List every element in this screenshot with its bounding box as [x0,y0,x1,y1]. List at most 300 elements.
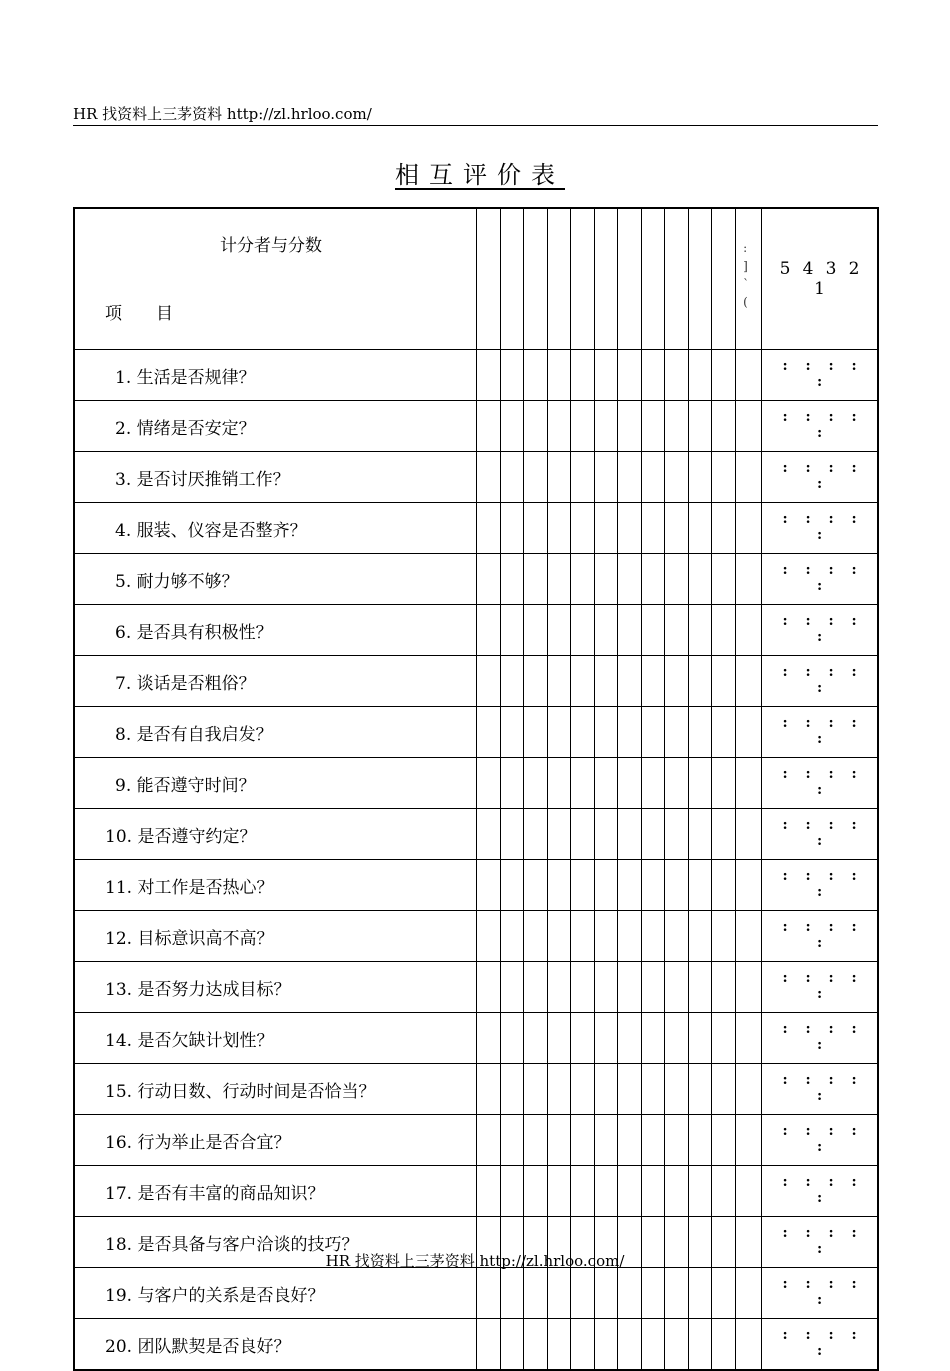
score-entry-cell[interactable] [571,911,595,962]
score-entry-cell[interactable] [712,656,736,707]
score-dot[interactable]: : [782,868,788,884]
score-entry-cell[interactable] [524,1166,548,1217]
scorer-column[interactable] [712,208,736,350]
score-entry-cell[interactable] [642,503,665,554]
score-dot[interactable]: : [828,562,834,578]
score-dot[interactable]: : [782,562,788,578]
score-dot[interactable]: : [805,664,811,680]
score-dot[interactable]: : [782,919,788,935]
score-dot[interactable]: : [817,731,823,747]
score-entry-cell[interactable] [477,656,501,707]
score-entry-cell[interactable] [595,656,618,707]
score-dot[interactable]: : [817,1139,823,1155]
score-entry-cell[interactable] [501,401,524,452]
score-entry-cell[interactable] [571,1166,595,1217]
score-entry-cell[interactable] [477,1013,501,1064]
score-dot[interactable]: : [828,970,834,986]
score-dot[interactable]: : [851,613,857,629]
score-entry-cell[interactable] [642,809,665,860]
score-entry-cell[interactable] [689,1319,712,1371]
score-entry-cell[interactable] [736,809,762,860]
score-entry-cell[interactable] [689,503,712,554]
score-entry-cell[interactable] [712,401,736,452]
score-entry-cell[interactable] [595,860,618,911]
scorer-column[interactable] [501,208,524,350]
score-entry-cell[interactable] [477,554,501,605]
score-entry-cell[interactable] [712,554,736,605]
score-entry-cell[interactable] [524,962,548,1013]
score-entry-cell[interactable] [665,1166,689,1217]
score-dot[interactable]: : [782,1327,788,1343]
score-dot[interactable]: : [817,476,823,492]
score-entry-cell[interactable] [477,1115,501,1166]
score-dot[interactable]: : [828,766,834,782]
score-dot[interactable]: : [817,680,823,696]
score-entry-cell[interactable] [665,1013,689,1064]
score-entry-cell[interactable] [524,503,548,554]
score-entry-cell[interactable] [689,911,712,962]
score-entry-cell[interactable] [501,809,524,860]
score-entry-cell[interactable] [595,809,618,860]
score-dot[interactable]: : [782,664,788,680]
score-entry-cell[interactable] [524,911,548,962]
score-entry-cell[interactable] [712,1013,736,1064]
score-dot[interactable]: : [851,358,857,374]
score-dot[interactable]: : [851,1174,857,1190]
score-entry-cell[interactable] [642,401,665,452]
score-entry-cell[interactable] [618,656,642,707]
score-entry-cell[interactable] [501,350,524,401]
score-dot[interactable]: : [782,715,788,731]
score-entry-cell[interactable] [618,605,642,656]
score-entry-cell[interactable] [524,350,548,401]
score-entry-cell[interactable] [712,911,736,962]
score-entry-cell[interactable] [689,350,712,401]
score-entry-cell[interactable] [736,1013,762,1064]
score-entry-cell[interactable] [477,452,501,503]
score-entry-cell[interactable] [642,860,665,911]
score-dot[interactable]: : [805,766,811,782]
score-entry-cell[interactable] [477,605,501,656]
score-entry-cell[interactable] [548,605,571,656]
score-entry-cell[interactable] [524,1268,548,1319]
score-dot[interactable]: : [828,1276,834,1292]
score-entry-cell[interactable] [712,758,736,809]
score-entry-cell[interactable] [548,350,571,401]
score-entry-cell[interactable] [642,1013,665,1064]
score-dot[interactable]: : [782,358,788,374]
score-entry-cell[interactable] [571,962,595,1013]
score-entry-cell[interactable] [618,554,642,605]
score-entry-cell[interactable] [665,605,689,656]
score-entry-cell[interactable] [665,350,689,401]
score-dot[interactable]: : [817,1190,823,1206]
score-entry-cell[interactable] [501,452,524,503]
score-dot[interactable]: : [805,919,811,935]
score-entry-cell[interactable] [689,1268,712,1319]
score-entry-cell[interactable] [524,758,548,809]
score-entry-cell[interactable] [689,1115,712,1166]
score-entry-cell[interactable] [477,758,501,809]
score-entry-cell[interactable] [642,911,665,962]
score-dot[interactable]: : [851,460,857,476]
score-entry-cell[interactable] [595,350,618,401]
score-dot[interactable]: : [782,766,788,782]
score-entry-cell[interactable] [665,1115,689,1166]
score-entry-cell[interactable] [642,758,665,809]
score-entry-cell[interactable] [548,1166,571,1217]
score-dot[interactable]: : [851,868,857,884]
score-entry-cell[interactable] [571,758,595,809]
score-entry-cell[interactable] [642,1268,665,1319]
score-entry-cell[interactable] [477,350,501,401]
score-entry-cell[interactable] [477,1268,501,1319]
score-dot[interactable]: : [851,1021,857,1037]
score-dot[interactable]: : [782,1174,788,1190]
score-entry-cell[interactable] [665,554,689,605]
score-entry-cell[interactable] [548,452,571,503]
score-entry-cell[interactable] [642,554,665,605]
score-dot[interactable]: : [805,970,811,986]
score-dot[interactable]: : [805,511,811,527]
score-entry-cell[interactable] [736,1319,762,1371]
score-entry-cell[interactable] [642,1115,665,1166]
score-entry-cell[interactable] [501,554,524,605]
score-entry-cell[interactable] [595,605,618,656]
score-entry-cell[interactable] [548,1268,571,1319]
score-entry-cell[interactable] [571,503,595,554]
score-entry-cell[interactable] [571,1268,595,1319]
score-entry-cell[interactable] [548,1115,571,1166]
score-entry-cell[interactable] [477,1319,501,1371]
score-entry-cell[interactable] [501,1166,524,1217]
score-dot[interactable]: : [817,833,823,849]
score-entry-cell[interactable] [712,1319,736,1371]
score-dot[interactable]: : [851,511,857,527]
score-dot[interactable]: : [828,511,834,527]
score-entry-cell[interactable] [712,707,736,758]
score-dot[interactable]: : [828,664,834,680]
score-entry-cell[interactable] [595,401,618,452]
score-entry-cell[interactable] [689,1064,712,1115]
score-entry-cell[interactable] [736,1115,762,1166]
score-dot[interactable]: : [817,782,823,798]
score-entry-cell[interactable] [524,452,548,503]
score-entry-cell[interactable] [501,605,524,656]
score-entry-cell[interactable] [642,656,665,707]
score-entry-cell[interactable] [736,350,762,401]
score-dot[interactable]: : [805,1021,811,1037]
score-entry-cell[interactable] [736,1268,762,1319]
score-entry-cell[interactable] [736,911,762,962]
score-dot[interactable]: : [828,919,834,935]
score-dot[interactable]: : [782,613,788,629]
score-dot[interactable]: : [817,578,823,594]
score-entry-cell[interactable] [712,1166,736,1217]
score-entry-cell[interactable] [501,1064,524,1115]
score-dot[interactable]: : [805,1174,811,1190]
score-dot[interactable]: : [817,527,823,543]
score-entry-cell[interactable] [712,860,736,911]
score-dot[interactable]: : [782,511,788,527]
score-entry-cell[interactable] [665,503,689,554]
score-entry-cell[interactable] [618,452,642,503]
score-entry-cell[interactable] [571,1115,595,1166]
score-dot[interactable]: : [805,409,811,425]
score-entry-cell[interactable] [618,503,642,554]
score-entry-cell[interactable] [548,707,571,758]
score-entry-cell[interactable] [618,1319,642,1371]
score-dot[interactable]: : [805,358,811,374]
score-dot[interactable]: : [805,1276,811,1292]
score-entry-cell[interactable] [501,758,524,809]
score-entry-cell[interactable] [524,401,548,452]
score-dot[interactable]: : [782,1072,788,1088]
score-entry-cell[interactable] [642,1064,665,1115]
scorer-column[interactable] [524,208,548,350]
score-dot[interactable]: : [805,817,811,833]
score-entry-cell[interactable] [595,554,618,605]
score-entry-cell[interactable] [712,605,736,656]
score-dot[interactable]: : [805,460,811,476]
score-dot[interactable]: : [782,409,788,425]
score-entry-cell[interactable] [595,962,618,1013]
score-entry-cell[interactable] [477,1064,501,1115]
score-entry-cell[interactable] [689,707,712,758]
score-entry-cell[interactable] [571,350,595,401]
score-entry-cell[interactable] [665,452,689,503]
score-dot[interactable]: : [817,935,823,951]
score-entry-cell[interactable] [642,1166,665,1217]
score-entry-cell[interactable] [618,707,642,758]
score-dot[interactable]: : [782,460,788,476]
score-dot[interactable]: : [817,1292,823,1308]
score-entry-cell[interactable] [548,1064,571,1115]
score-entry-cell[interactable] [477,503,501,554]
score-entry-cell[interactable] [642,707,665,758]
score-dot[interactable]: : [817,374,823,390]
score-entry-cell[interactable] [595,911,618,962]
score-entry-cell[interactable] [595,1166,618,1217]
score-entry-cell[interactable] [618,401,642,452]
score-entry-cell[interactable] [736,707,762,758]
score-entry-cell[interactable] [524,809,548,860]
score-dot[interactable]: : [782,817,788,833]
score-entry-cell[interactable] [618,962,642,1013]
score-entry-cell[interactable] [571,656,595,707]
score-entry-cell[interactable] [689,809,712,860]
score-entry-cell[interactable] [712,809,736,860]
score-entry-cell[interactable] [595,707,618,758]
score-dot[interactable]: : [817,1088,823,1104]
score-dot[interactable]: : [828,715,834,731]
score-entry-cell[interactable] [618,809,642,860]
score-entry-cell[interactable] [618,860,642,911]
score-entry-cell[interactable] [501,707,524,758]
score-entry-cell[interactable] [548,503,571,554]
score-entry-cell[interactable] [548,911,571,962]
score-entry-cell[interactable] [571,809,595,860]
score-entry-cell[interactable] [477,962,501,1013]
score-dot[interactable]: : [782,1123,788,1139]
score-entry-cell[interactable] [524,1064,548,1115]
score-entry-cell[interactable] [736,656,762,707]
score-entry-cell[interactable] [665,911,689,962]
score-dot[interactable]: : [828,409,834,425]
score-entry-cell[interactable] [712,452,736,503]
score-entry-cell[interactable] [477,707,501,758]
score-entry-cell[interactable] [571,401,595,452]
score-entry-cell[interactable] [571,605,595,656]
score-dot[interactable]: : [817,1037,823,1053]
score-entry-cell[interactable] [524,1013,548,1064]
score-entry-cell[interactable] [595,1115,618,1166]
scorer-column[interactable] [642,208,665,350]
score-dot[interactable]: : [828,613,834,629]
scorer-column[interactable] [618,208,642,350]
scorer-column[interactable] [595,208,618,350]
score-entry-cell[interactable] [501,1268,524,1319]
score-entry-cell[interactable] [736,860,762,911]
score-dot[interactable]: : [828,1327,834,1343]
score-entry-cell[interactable] [501,1115,524,1166]
score-dot[interactable]: : [782,1276,788,1292]
scorer-column[interactable] [665,208,689,350]
score-dot[interactable]: : [851,1225,857,1241]
score-entry-cell[interactable] [595,1064,618,1115]
score-entry-cell[interactable] [736,1166,762,1217]
score-entry-cell[interactable] [736,503,762,554]
score-entry-cell[interactable] [501,1013,524,1064]
score-entry-cell[interactable] [618,758,642,809]
scorer-column[interactable] [689,208,712,350]
score-entry-cell[interactable] [595,503,618,554]
score-dot[interactable]: : [851,970,857,986]
score-entry-cell[interactable] [477,401,501,452]
score-entry-cell[interactable] [501,503,524,554]
score-entry-cell[interactable] [736,758,762,809]
score-entry-cell[interactable] [501,860,524,911]
score-entry-cell[interactable] [665,1064,689,1115]
score-entry-cell[interactable] [501,656,524,707]
score-dot[interactable]: : [817,1241,823,1257]
score-dot[interactable]: : [817,629,823,645]
scorer-column[interactable] [548,208,571,350]
score-entry-cell[interactable] [712,962,736,1013]
score-entry-cell[interactable] [689,758,712,809]
score-entry-cell[interactable] [689,1013,712,1064]
score-entry-cell[interactable] [642,962,665,1013]
score-entry-cell[interactable] [595,1319,618,1371]
score-entry-cell[interactable] [524,860,548,911]
score-entry-cell[interactable] [665,809,689,860]
score-entry-cell[interactable] [689,554,712,605]
score-entry-cell[interactable] [642,452,665,503]
score-entry-cell[interactable] [689,401,712,452]
score-dot[interactable]: : [828,460,834,476]
score-entry-cell[interactable] [665,860,689,911]
score-dot[interactable]: : [817,1343,823,1359]
score-entry-cell[interactable] [548,401,571,452]
score-dot[interactable]: : [805,1072,811,1088]
score-entry-cell[interactable] [571,860,595,911]
score-entry-cell[interactable] [642,605,665,656]
score-dot[interactable]: : [782,1021,788,1037]
score-dot[interactable]: : [851,562,857,578]
score-entry-cell[interactable] [477,860,501,911]
score-entry-cell[interactable] [477,911,501,962]
score-entry-cell[interactable] [595,1013,618,1064]
score-dot[interactable]: : [851,664,857,680]
score-entry-cell[interactable] [712,1064,736,1115]
score-entry-cell[interactable] [689,1166,712,1217]
score-dot[interactable]: : [851,817,857,833]
score-entry-cell[interactable] [571,1013,595,1064]
score-entry-cell[interactable] [524,605,548,656]
score-entry-cell[interactable] [665,962,689,1013]
score-entry-cell[interactable] [689,605,712,656]
score-entry-cell[interactable] [665,401,689,452]
score-dot[interactable]: : [851,766,857,782]
score-entry-cell[interactable] [571,1319,595,1371]
score-dot[interactable]: : [828,1174,834,1190]
score-entry-cell[interactable] [548,860,571,911]
score-dot[interactable]: : [782,970,788,986]
score-dot[interactable]: : [805,1225,811,1241]
score-entry-cell[interactable] [642,1319,665,1371]
score-entry-cell[interactable] [736,1064,762,1115]
scorer-column[interactable] [477,208,501,350]
score-dot[interactable]: : [828,1072,834,1088]
score-entry-cell[interactable] [477,1166,501,1217]
score-entry-cell[interactable] [618,911,642,962]
score-entry-cell[interactable] [595,758,618,809]
score-entry-cell[interactable] [524,1115,548,1166]
score-entry-cell[interactable] [501,962,524,1013]
score-entry-cell[interactable] [642,350,665,401]
score-entry-cell[interactable] [736,452,762,503]
score-dot[interactable]: : [851,715,857,731]
score-entry-cell[interactable] [618,1268,642,1319]
score-entry-cell[interactable] [477,809,501,860]
score-dot[interactable]: : [851,409,857,425]
score-dot[interactable]: : [851,1072,857,1088]
score-dot[interactable]: : [851,1123,857,1139]
score-entry-cell[interactable] [665,758,689,809]
score-entry-cell[interactable] [548,554,571,605]
score-dot[interactable]: : [805,562,811,578]
score-entry-cell[interactable] [501,911,524,962]
score-dot[interactable]: : [828,1225,834,1241]
score-entry-cell[interactable] [618,350,642,401]
score-dot[interactable]: : [828,1123,834,1139]
score-entry-cell[interactable] [689,962,712,1013]
score-dot[interactable]: : [851,919,857,935]
score-entry-cell[interactable] [571,452,595,503]
score-entry-cell[interactable] [736,554,762,605]
score-entry-cell[interactable] [595,1268,618,1319]
score-entry-cell[interactable] [501,1319,524,1371]
score-entry-cell[interactable] [689,656,712,707]
score-entry-cell[interactable] [736,605,762,656]
score-entry-cell[interactable] [618,1166,642,1217]
score-entry-cell[interactable] [524,656,548,707]
score-dot[interactable]: : [851,1327,857,1343]
score-dot[interactable]: : [805,1327,811,1343]
score-entry-cell[interactable] [712,350,736,401]
score-entry-cell[interactable] [689,452,712,503]
score-entry-cell[interactable] [524,554,548,605]
